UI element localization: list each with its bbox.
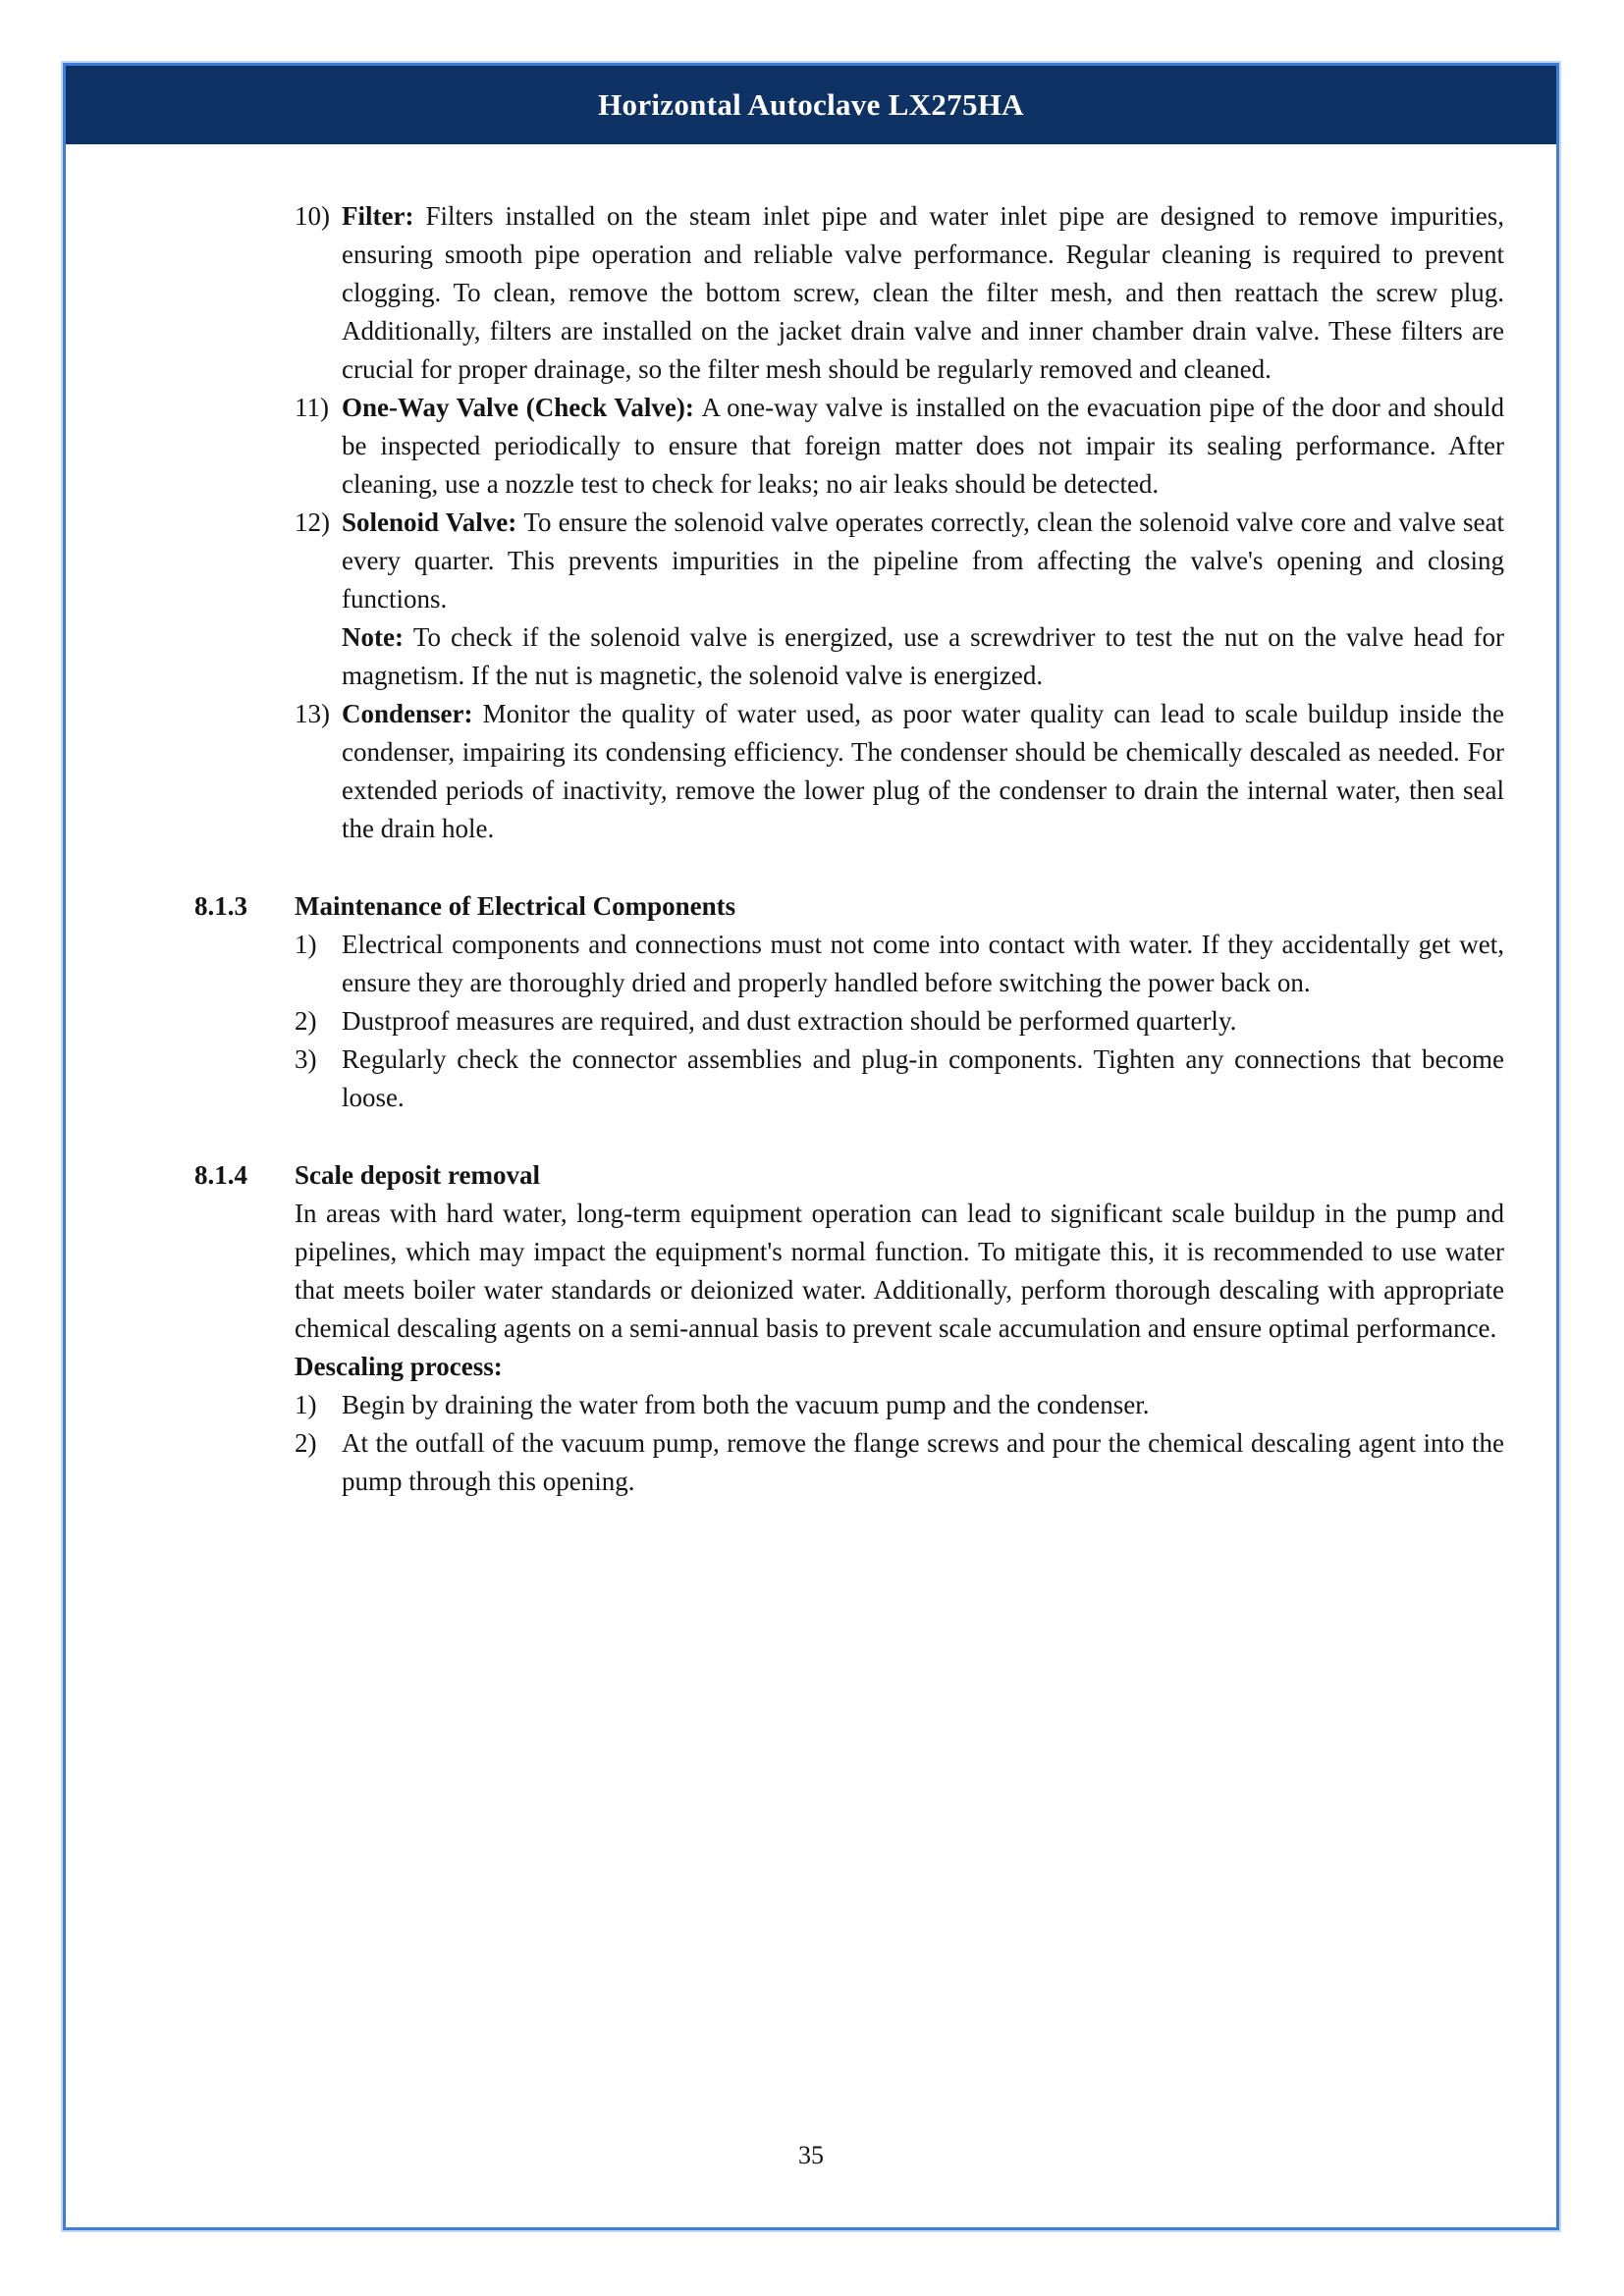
item-label: Filter: <box>342 201 414 231</box>
section-8-1-3-body <box>295 926 1504 1117</box>
section-heading-8-1-4 <box>194 1156 1504 1195</box>
section-heading-8-1-3 <box>194 887 1504 926</box>
page-title: Horizontal Autoclave LX275HA <box>598 87 1024 122</box>
list-item-11-one-way-valve <box>295 389 1504 504</box>
item-text: Electrical components and connections must not come into contact with water. If they accidentally get wet, ensure they are thoroughly dried and properly handled before switching the power back on. <box>342 930 1504 997</box>
item-text: Dustproof measures are required, and dust extraction should be performed quarterly. <box>342 1006 1237 1036</box>
item-number: 1) <box>295 1390 317 1419</box>
item-number: 13) <box>295 699 330 728</box>
item-body <box>342 695 1504 848</box>
item-number: 10) <box>295 201 330 231</box>
item-body <box>342 926 1504 1002</box>
section-title: Maintenance of Electrical Components <box>295 891 736 921</box>
list-item-electrical-2 <box>295 1002 1504 1041</box>
item-text: Begin by draining the water from both the vacuum pump and the condenser. <box>342 1390 1150 1419</box>
item-body <box>342 1002 1504 1041</box>
descaling-subheading: Descaling process: <box>295 1352 503 1381</box>
item-number: 2) <box>295 1428 317 1458</box>
item-text: At the outfall of the vacuum pump, remove the flange screws and pour the chemical descaling agent into the pump through this opening. <box>342 1428 1504 1496</box>
scale-removal-intro: In areas with hard water, long-term equipment operation can lead to significant scale buildup in the pump and pipelines, which may impact the equipment's normal function. To mitigate this, it is recommended to use water that meets boiler water standards or deionized water. Additionally, perform thorough descaling with appropriate chemical descaling agents on a semi-annual basis to prevent scale accumulation and ensure optimal performance. <box>295 1199 1504 1343</box>
list-item-descaling-1 <box>295 1386 1504 1424</box>
item-label: Condenser: <box>342 699 473 728</box>
list-item-electrical-1 <box>295 926 1504 1002</box>
section-8-1-4-body <box>295 1195 1504 1501</box>
item-label: Solenoid Valve: <box>342 507 517 537</box>
list-item-10-filter <box>295 197 1504 389</box>
item-body <box>342 1041 1504 1117</box>
item-body <box>342 389 1504 504</box>
note-label: Note: <box>342 622 404 652</box>
section-number: 8.1.4 <box>194 1160 247 1190</box>
list-item-12-solenoid-valve <box>295 504 1504 695</box>
item-label: One-Way Valve (Check Valve): <box>342 393 694 422</box>
list-item-electrical-3 <box>295 1041 1504 1117</box>
item-body <box>342 197 1504 389</box>
item-text: A one-way valve is installed on the evacuation pipe of the door and should be inspected periodically to ensure that foreign matter does not impair its sealing performance. After cleaning, use a nozzle test to check for leaks; no air leaks should be detected. <box>342 393 1505 499</box>
header-bar <box>66 66 1556 144</box>
item-body <box>342 1386 1504 1424</box>
item-text: Regularly check the connector assemblies and plug-in components. Tighten any connections that become loose. <box>342 1044 1504 1112</box>
section-title: Scale deposit removal <box>295 1160 540 1190</box>
list-item-descaling-2 <box>295 1424 1504 1501</box>
item-number: 3) <box>295 1044 317 1074</box>
item-text: To ensure the solenoid valve operates correctly, clean the solenoid valve core and valve seat every quarter. This prevents impurities in the pipeline from affecting the valve's opening and closing functions. <box>342 507 1504 614</box>
item-body <box>342 1424 1504 1501</box>
list-item-13-condenser <box>295 695 1504 848</box>
item-text: Monitor the quality of water used, as poor water quality can lead to scale buildup inside the condenser, impairing its condensing efficiency. The condenser should be chemically descaled as needed. For extended periods of inactivity, remove the lower plug of the condenser to drain the internal water, then seal the drain hole. <box>342 699 1504 843</box>
item-number: 11) <box>295 393 329 422</box>
page-number: 35 <box>798 2141 824 2169</box>
item-body <box>342 504 1504 695</box>
page-frame <box>63 63 1559 2230</box>
item-text: Filters installed on the steam inlet pipe and water inlet pipe are designed to remove impurities, ensuring smooth pipe operation and reliable valve performance. Regular cleaning is required to prevent clogging. To clean, remove the bottom screw, clean the filter mesh, and then reattach the screw plug. Additionally, filters are installed on the jacket drain valve and inner chamber drain valve. These filters are crucial for proper drainage, so the filter mesh should be regularly removed and cleaned. <box>342 201 1505 384</box>
note-text: To check if the solenoid valve is energized, use a screwdriver to test the nut on the valve head for magnetism. If the nut is magnetic, the solenoid valve is energized. <box>342 622 1504 690</box>
item-number: 12) <box>295 507 330 537</box>
page-content <box>66 144 1556 2227</box>
section-number: 8.1.3 <box>194 891 247 921</box>
maintenance-list <box>295 197 1504 848</box>
item-number: 1) <box>295 930 317 959</box>
item-number: 2) <box>295 1006 317 1036</box>
